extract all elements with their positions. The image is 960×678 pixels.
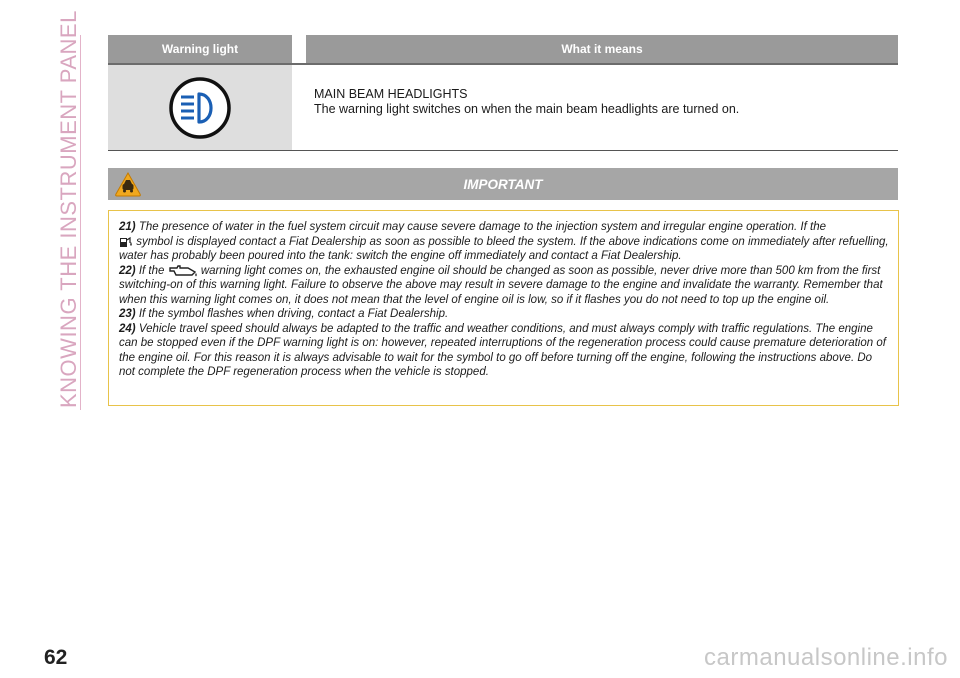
section-title-text: KNOWING THE INSTRUMENT PANEL: [56, 10, 81, 408]
header-what-it-means: What it means: [306, 35, 898, 63]
note-number: 22): [119, 264, 136, 277]
note-text: If the: [138, 264, 165, 277]
important-title: IMPORTANT: [463, 176, 543, 192]
important-banner: [108, 168, 898, 200]
warning-description: The warning light switches on when the main beam headlights are turned on.: [314, 102, 740, 116]
note-number: 24): [119, 322, 136, 335]
header-warning-light: Warning light: [108, 35, 292, 63]
icon-cell: [108, 65, 292, 150]
meaning-cell: [292, 65, 898, 150]
watermark: carmanualsonline.info: [704, 644, 948, 671]
table-row: [108, 65, 898, 151]
table-header: [108, 35, 898, 63]
note-number: 23): [119, 308, 136, 320]
note-22: [119, 264, 889, 308]
note-text: Vehicle travel speed should always be adapted to the traffic and weather conditions, and must always comply with traffic regulations. The engine can be stopped even if the DPF warning light is on: however, repeated interruptions of the regeneration process could cause premature deterioration of the engine oil. For this reason it is always advisable to wait for the symbol to go off before turning off the engine, following the instructions above. Do not complete the DPF regeneration process when the vehicle is stopped.: [119, 322, 886, 378]
note-text: The presence of water in the fuel system circuit may cause severe damage to the injection system and irregular engine operation. If the: [138, 221, 826, 233]
note-text: symbol is displayed contact a Fiat Dealership as soon as possible to bleed the system. If the above indications come on immediately after refuelling, water has probably been poured into the tank: switch the engine off immediately and contact a Fiat Dealership.: [119, 235, 889, 262]
note-text: If the symbol flashes when driving, contact a Fiat Dealership.: [138, 308, 449, 320]
notes-box: [108, 210, 899, 406]
note-number: 21): [119, 221, 136, 233]
engine-oil-icon: [168, 264, 198, 277]
main-beam-headlights-icon: [168, 76, 232, 140]
note-23: [119, 307, 889, 322]
note-text: warning light comes on, the exhausted engine oil should be changed as soon as possible, never drive more than 500 km from the first switching-on of this warning light. Failure to observe the above may result in severe damage to the engine and invalidate the warranty. Remember that when this warning light comes on, it does not mean that the level of engine oil is low, so if it flashes you do not need to top up the engine oil.: [119, 264, 883, 306]
warning-light-table: [108, 35, 898, 151]
warning-triangle-icon: [114, 171, 142, 197]
page-number: 62: [44, 646, 68, 669]
warning-title: MAIN BEAM HEADLIGHTS: [314, 87, 468, 101]
note-24: [119, 322, 889, 380]
note-21: [119, 220, 889, 264]
water-in-fuel-icon: [119, 235, 133, 248]
